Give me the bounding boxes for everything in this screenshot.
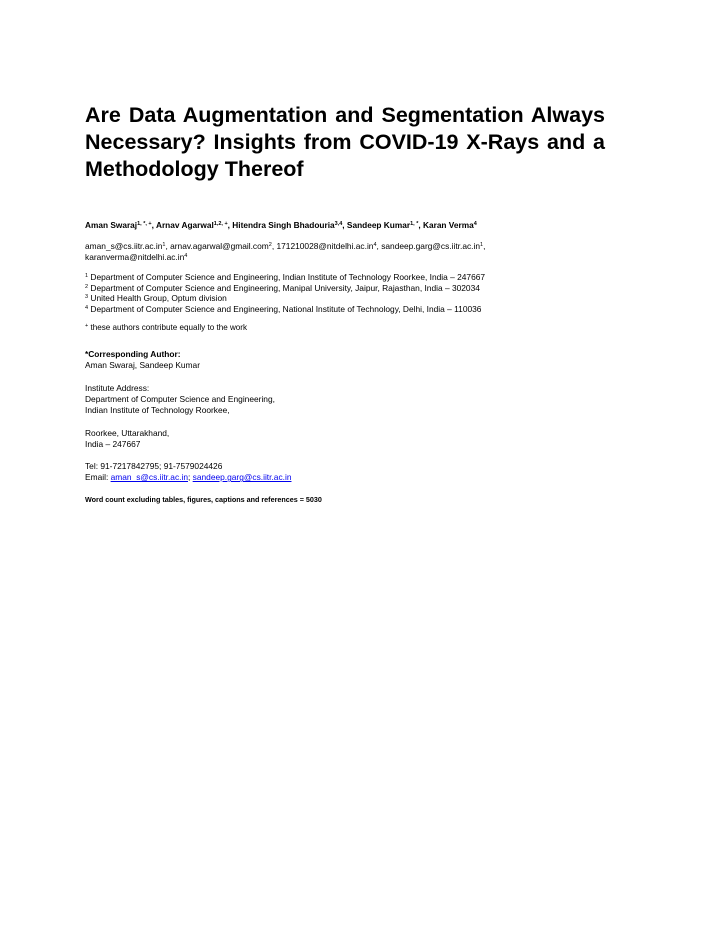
author-name: Arnav Agarwal: [155, 220, 214, 230]
affiliation-text: Department of Computer Science and Engineering, Manipal University, Jaipur, Rajasthan, India – 302034: [90, 282, 480, 293]
contact-email-label: Email:: [85, 472, 111, 483]
equal-contribution-text: these authors contribute equally to the work: [90, 323, 248, 333]
author-affiliation-mark: 3,4: [334, 221, 343, 227]
paper-title-page: [85, 102, 605, 505]
affiliation-item: [85, 283, 605, 294]
email-affiliation-mark: 1: [480, 242, 484, 248]
author-emails: [85, 241, 605, 263]
author-name: Aman Swaraj: [85, 220, 138, 230]
contact-telephone: Tel: 91-7217842795; 91-7579024426: [85, 461, 223, 472]
author-email: sandeep.garg@cs.iitr.ac.in: [381, 241, 481, 251]
institute-country: India – 247667: [85, 438, 141, 449]
author-name: Karan Verma: [422, 220, 474, 230]
affiliation-text: United Health Group, Optum division: [90, 293, 227, 304]
author-affiliation-mark: 1, *: [410, 221, 419, 227]
author-affiliation-mark: 1, *, +: [137, 221, 152, 227]
equal-contribution-note: [85, 322, 605, 333]
institute-department: Department of Computer Science and Engineering,: [85, 394, 275, 405]
email-separator: ,: [376, 241, 382, 251]
affiliation-text: Department of Computer Science and Engineering, National Institute of Technology, Delhi, India – 110036: [90, 303, 482, 314]
email-separator: ,: [483, 241, 486, 251]
author-email: arnav.agarwal@gmail.com: [170, 241, 269, 251]
author-separator: ,: [418, 220, 423, 230]
author-name: Sandeep Kumar: [346, 220, 411, 230]
email-affiliation-mark: 4: [373, 242, 377, 248]
author-separator: ,: [227, 220, 233, 230]
affiliation-number: 3: [85, 294, 89, 301]
email-affiliation-mark: 2: [268, 242, 272, 248]
corresponding-author-heading: *Corresponding Author:: [85, 349, 181, 360]
contact-block: [85, 461, 605, 483]
corresponding-author-block: [85, 349, 605, 371]
contact-email-line: [85, 472, 605, 483]
affiliation-number: 1: [85, 273, 89, 279]
affiliation-number: 2: [85, 283, 89, 290]
institute-location: [85, 428, 605, 450]
author-separator: ,: [342, 220, 347, 230]
email-link-aman[interactable]: aman_s@cs.iitr.ac.in: [110, 472, 188, 483]
affiliation-list: [85, 272, 605, 314]
institute-city: Roorkee, Uttarakhand,: [85, 427, 170, 438]
equal-contribution-mark: +: [85, 323, 89, 330]
author-separator: ,: [151, 220, 156, 230]
affiliation-text: Department of Computer Science and Engineering, Indian Institute of Technology Roorkee, India – 247667: [90, 272, 486, 282]
institute-label: Institute Address:: [85, 383, 150, 394]
author-affiliation-mark: 4: [473, 221, 477, 227]
affiliation-item: [85, 304, 605, 315]
email-affiliation-mark: 4: [184, 253, 188, 259]
author-email: aman_s@cs.iitr.ac.in: [85, 241, 163, 251]
author-name: Hitendra Singh Bhadouria: [232, 220, 335, 230]
word-count: Word count excluding tables, figures, captions and references = 5030: [85, 494, 322, 504]
paper-title: Are Data Augmentation and Segmentation Always Necessary? Insights from COVID-19 X-Rays and a Methodology Thereof: [85, 103, 605, 181]
email-separator: ,: [165, 241, 171, 251]
contact-email-separator: ;: [188, 472, 193, 483]
author-list: [85, 220, 605, 231]
institute-name: Indian Institute of Technology Roorkee,: [85, 404, 230, 415]
affiliation-item: [85, 293, 605, 304]
email-affiliation-mark: 1: [162, 242, 166, 248]
affiliation-number: 4: [85, 304, 89, 311]
author-affiliation-mark: 1,2, +: [213, 221, 228, 227]
affiliation-item: [85, 272, 605, 283]
email-link-sandeep[interactable]: sandeep.garg@cs.iitr.ac.in: [192, 472, 292, 483]
institute-address: [85, 383, 605, 415]
corresponding-author-names: Aman Swaraj, Sandeep Kumar: [85, 360, 200, 371]
author-email: 171210028@nitdelhi.ac.in: [276, 241, 374, 251]
author-email: karanverma@nitdelhi.ac.in: [85, 252, 185, 262]
email-separator: ,: [271, 241, 277, 251]
